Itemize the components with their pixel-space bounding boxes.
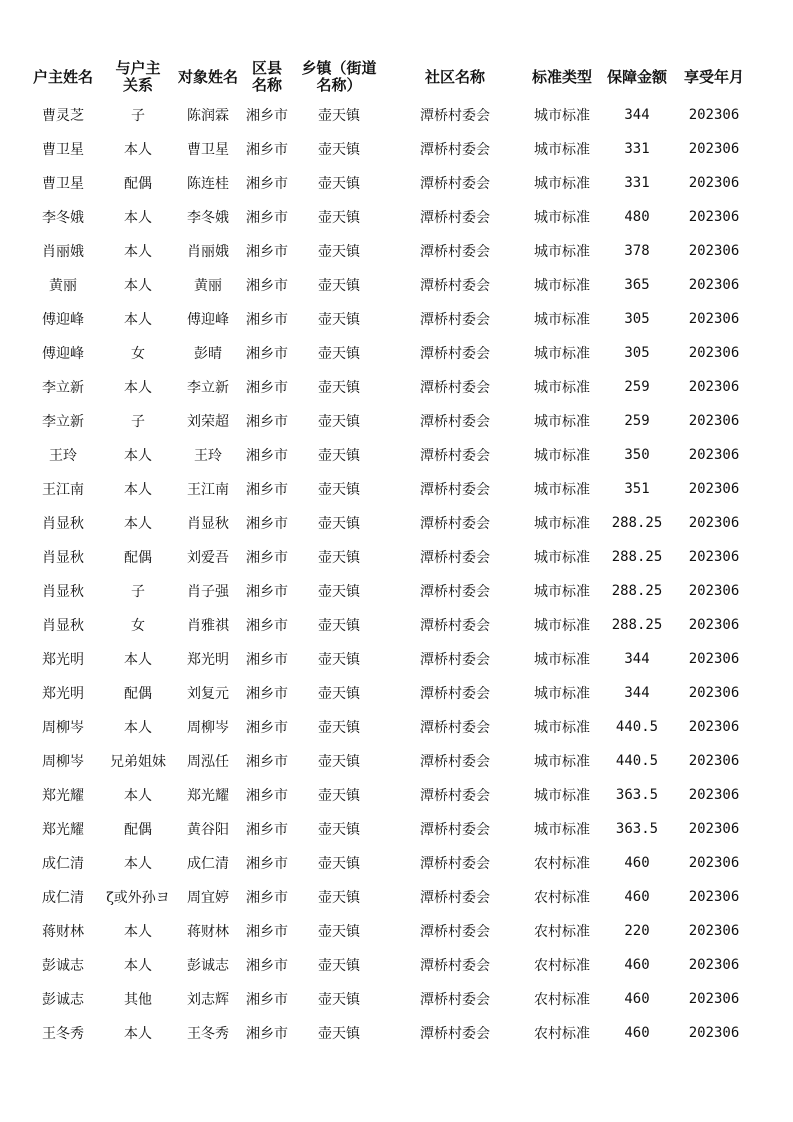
cell-householder-name: 肖显秋 [42,550,84,566]
cell-township: 壶天镇 [318,958,360,974]
cell-relation: 本人 [124,142,152,158]
cell-month: 202306 [688,617,740,633]
cell-standard-type: 城市标准 [534,176,590,192]
cell-householder-name: 蒋财林 [42,924,84,940]
cell-county: 湘乡市 [246,312,288,328]
cell-month: 202306 [688,311,740,327]
cell-county: 湘乡市 [246,448,288,464]
cell-householder-name: 郑光明 [42,652,84,668]
cell-county: 湘乡市 [246,686,288,702]
cell-month: 202306 [688,277,740,293]
cell-community: 潭桥村委会 [420,346,490,362]
cell-recipient-name: 黄丽 [194,278,222,294]
cell-amount: 331 [624,175,650,191]
cell-community: 潭桥村委会 [420,822,490,838]
cell-amount: 344 [624,107,650,123]
cell-relation: 本人 [124,482,152,498]
cell-month: 202306 [688,821,740,837]
cell-householder-name: 彭诚志 [42,992,84,1008]
cell-community: 潭桥村委会 [420,176,490,192]
cell-recipient-name: 肖子强 [187,584,229,600]
cell-township: 壶天镇 [318,312,360,328]
cell-householder-name: 黄丽 [49,278,77,294]
cell-township: 壶天镇 [318,346,360,362]
cell-standard-type: 城市标准 [534,720,590,736]
cell-community: 潭桥村委会 [420,380,490,396]
cell-householder-name: 郑光明 [42,686,84,702]
cell-householder-name: 肖丽娥 [42,244,84,260]
cell-township: 壶天镇 [318,448,360,464]
cell-amount: 460 [624,855,650,871]
cell-householder-name: 王冬秀 [42,1026,84,1042]
cell-recipient-name: 陈连桂 [187,176,229,192]
cell-month: 202306 [688,515,740,531]
table-row [24,778,754,812]
cell-standard-type: 城市标准 [534,584,590,600]
cell-county: 湘乡市 [246,890,288,906]
cell-amount: 220 [624,923,650,939]
cell-community: 潭桥村委会 [420,482,490,498]
cell-relation: 本人 [124,312,152,328]
table-row [24,540,754,574]
table-row [24,608,754,642]
cell-standard-type: 农村标准 [534,924,590,940]
cell-relation: 本人 [124,788,152,804]
table-row [24,982,754,1016]
cell-standard-type: 农村标准 [534,992,590,1008]
cell-community: 潭桥村委会 [420,720,490,736]
cell-amount: 305 [624,345,650,361]
cell-community: 潭桥村委会 [420,992,490,1008]
cell-community: 潭桥村委会 [420,414,490,430]
cell-community: 潭桥村委会 [420,890,490,906]
cell-county: 湘乡市 [246,516,288,532]
header-relation: 与户主 关系 [115,59,161,94]
cell-recipient-name: 王玲 [194,448,222,464]
cell-amount: 288.25 [611,549,663,565]
cell-county: 湘乡市 [246,380,288,396]
cell-township: 壶天镇 [318,618,360,634]
cell-amount: 378 [624,243,650,259]
cell-county: 湘乡市 [246,856,288,872]
cell-community: 潭桥村委会 [420,788,490,804]
cell-township: 壶天镇 [318,652,360,668]
cell-amount: 460 [624,957,650,973]
cell-county: 湘乡市 [246,924,288,940]
cell-recipient-name: 李冬娥 [187,210,229,226]
cell-township: 壶天镇 [318,720,360,736]
cell-amount: 259 [624,379,650,395]
cell-relation: 本人 [124,516,152,532]
cell-county: 湘乡市 [246,244,288,260]
cell-county: 湘乡市 [246,822,288,838]
cell-recipient-name: 郑光明 [187,652,229,668]
table-row [24,370,754,404]
cell-month: 202306 [688,651,740,667]
cell-township: 壶天镇 [318,822,360,838]
cell-county: 湘乡市 [246,550,288,566]
cell-county: 湘乡市 [246,108,288,124]
table-row [24,846,754,880]
cell-county: 湘乡市 [246,788,288,804]
cell-month: 202306 [688,447,740,463]
cell-standard-type: 城市标准 [534,618,590,634]
cell-relation: 本人 [124,924,152,940]
cell-recipient-name: 刘荣超 [187,414,229,430]
cell-month: 202306 [688,719,740,735]
cell-amount: 344 [624,685,650,701]
cell-standard-type: 城市标准 [534,754,590,770]
cell-relation: 本人 [124,958,152,974]
cell-month: 202306 [688,1025,740,1041]
cell-community: 潭桥村委会 [420,210,490,226]
cell-relation: 子 [131,108,145,124]
cell-community: 潭桥村委会 [420,618,490,634]
cell-standard-type: 城市标准 [534,312,590,328]
cell-township: 壶天镇 [318,414,360,430]
cell-relation: 子 [131,414,145,430]
cell-standard-type: 城市标准 [534,652,590,668]
cell-township: 壶天镇 [318,516,360,532]
cell-householder-name: 周柳岑 [42,754,84,770]
cell-standard-type: 城市标准 [534,550,590,566]
cell-month: 202306 [688,209,740,225]
cell-month: 202306 [688,855,740,871]
cell-recipient-name: 肖丽娥 [187,244,229,260]
cell-amount: 288.25 [611,515,663,531]
cell-county: 湘乡市 [246,652,288,668]
cell-township: 壶天镇 [318,550,360,566]
cell-county: 湘乡市 [246,414,288,430]
header-month: 享受年月 [683,67,744,86]
cell-recipient-name: 彭诚志 [187,958,229,974]
cell-standard-type: 城市标准 [534,244,590,260]
cell-relation: 本人 [124,244,152,260]
cell-householder-name: 成仁清 [42,890,84,906]
cell-county: 湘乡市 [246,754,288,770]
cell-recipient-name: 刘复元 [187,686,229,702]
cell-householder-name: 肖显秋 [42,618,84,634]
table-row [24,200,754,234]
cell-county: 湘乡市 [246,992,288,1008]
cell-community: 潭桥村委会 [420,550,490,566]
header-householder-name: 户主姓名 [32,67,93,86]
cell-amount: 288.25 [611,583,663,599]
cell-householder-name: 郑光耀 [42,822,84,838]
cell-recipient-name: 蒋财林 [187,924,229,940]
cell-householder-name: 肖显秋 [42,516,84,532]
cell-standard-type: 城市标准 [534,516,590,532]
cell-standard-type: 城市标准 [534,822,590,838]
cell-standard-type: 农村标准 [534,890,590,906]
cell-standard-type: 城市标准 [534,142,590,158]
cell-township: 壶天镇 [318,992,360,1008]
cell-householder-name: 曹卫星 [42,142,84,158]
cell-county: 湘乡市 [246,176,288,192]
cell-county: 湘乡市 [246,720,288,736]
table-row [24,642,754,676]
header-community: 社区名称 [424,67,485,86]
cell-standard-type: 城市标准 [534,278,590,294]
cell-householder-name: 郑光耀 [42,788,84,804]
cell-standard-type: 城市标准 [534,108,590,124]
cell-month: 202306 [688,107,740,123]
cell-standard-type: 城市标准 [534,414,590,430]
cell-relation: 配偶 [124,550,152,566]
cell-community: 潭桥村委会 [420,142,490,158]
cell-standard-type: 城市标准 [534,686,590,702]
cell-community: 潭桥村委会 [420,958,490,974]
cell-recipient-name: 王江南 [187,482,229,498]
cell-community: 潭桥村委会 [420,856,490,872]
cell-amount: 365 [624,277,650,293]
cell-householder-name: 李冬娥 [42,210,84,226]
cell-householder-name: 李立新 [42,414,84,430]
cell-relation: 配偶 [124,176,152,192]
cell-recipient-name: 陈润霖 [187,108,229,124]
table-row [24,404,754,438]
header-amount: 保障金额 [606,67,667,86]
cell-householder-name: 王江南 [42,482,84,498]
cell-county: 湘乡市 [246,618,288,634]
cell-relation: 子 [131,584,145,600]
cell-community: 潭桥村委会 [420,278,490,294]
cell-householder-name: 傅迎峰 [42,346,84,362]
cell-recipient-name: 肖雅祺 [187,618,229,634]
cell-standard-type: 城市标准 [534,210,590,226]
cell-householder-name: 王玲 [49,448,77,464]
cell-community: 潭桥村委会 [420,924,490,940]
table-row [24,438,754,472]
cell-county: 湘乡市 [246,482,288,498]
cell-relation: 本人 [124,720,152,736]
cell-relation: 兄弟姐妹 [110,754,166,770]
cell-community: 潭桥村委会 [420,754,490,770]
cell-community: 潭桥村委会 [420,244,490,260]
cell-township: 壶天镇 [318,142,360,158]
header-county: 区县 名称 [251,59,282,94]
cell-relation: 配偶 [124,822,152,838]
table-row [24,132,754,166]
table-header-row [24,56,754,98]
table-row [24,506,754,540]
cell-township: 壶天镇 [318,686,360,702]
cell-householder-name: 傅迎峰 [42,312,84,328]
cell-county: 湘乡市 [246,346,288,362]
cell-month: 202306 [688,549,740,565]
cell-standard-type: 农村标准 [534,958,590,974]
cell-month: 202306 [688,413,740,429]
table-row [24,574,754,608]
table-row [24,166,754,200]
cell-recipient-name: 王冬秀 [187,1026,229,1042]
cell-relation: 配偶 [124,686,152,702]
cell-month: 202306 [688,957,740,973]
cell-month: 202306 [688,583,740,599]
cell-relation: 本人 [124,210,152,226]
cell-amount: 305 [624,311,650,327]
cell-householder-name: 李立新 [42,380,84,396]
cell-county: 湘乡市 [246,1026,288,1042]
table-row [24,744,754,778]
cell-recipient-name: 成仁清 [187,856,229,872]
cell-community: 潭桥村委会 [420,516,490,532]
cell-amount: 460 [624,991,650,1007]
cell-community: 潭桥村委会 [420,312,490,328]
table-row [24,710,754,744]
table-row [24,948,754,982]
cell-relation: 女 [131,618,145,634]
table-row [24,812,754,846]
cell-county: 湘乡市 [246,278,288,294]
cell-county: 湘乡市 [246,584,288,600]
table-row [24,302,754,336]
cell-month: 202306 [688,753,740,769]
cell-community: 潭桥村委会 [420,584,490,600]
cell-relation: 本人 [124,856,152,872]
cell-month: 202306 [688,991,740,1007]
cell-recipient-name: 黄谷阳 [187,822,229,838]
cell-township: 壶天镇 [318,482,360,498]
cell-county: 湘乡市 [246,210,288,226]
cell-amount: 460 [624,889,650,905]
cell-month: 202306 [688,379,740,395]
cell-township: 壶天镇 [318,1026,360,1042]
cell-relation: 女 [131,346,145,362]
cell-township: 壶天镇 [318,278,360,294]
cell-township: 壶天镇 [318,890,360,906]
cell-standard-type: 城市标准 [534,788,590,804]
cell-standard-type: 城市标准 [534,346,590,362]
cell-month: 202306 [688,345,740,361]
cell-community: 潭桥村委会 [420,108,490,124]
cell-householder-name: 周柳岑 [42,720,84,736]
cell-recipient-name: 李立新 [187,380,229,396]
cell-township: 壶天镇 [318,176,360,192]
cell-township: 壶天镇 [318,788,360,804]
cell-standard-type: 城市标准 [534,448,590,464]
cell-amount: 460 [624,1025,650,1041]
cell-county: 湘乡市 [246,142,288,158]
cell-householder-name: 曹卫星 [42,176,84,192]
cell-amount: 363.5 [615,787,659,803]
cell-community: 潭桥村委会 [420,652,490,668]
cell-township: 壶天镇 [318,924,360,940]
cell-amount: 350 [624,447,650,463]
cell-recipient-name: 傅迎峰 [187,312,229,328]
cell-standard-type: 城市标准 [534,380,590,396]
table-row [24,676,754,710]
cell-township: 壶天镇 [318,380,360,396]
cell-month: 202306 [688,481,740,497]
cell-householder-name: 曹灵芝 [42,108,84,124]
table-row [24,234,754,268]
cell-recipient-name: 肖显秋 [187,516,229,532]
cell-amount: 288.25 [611,617,663,633]
cell-standard-type: 农村标准 [534,1026,590,1042]
cell-recipient-name: 周柳岑 [187,720,229,736]
table-row [24,472,754,506]
cell-relation: 本人 [124,448,152,464]
cell-amount: 331 [624,141,650,157]
table-row [24,1016,754,1050]
cell-relation: 本人 [124,380,152,396]
cell-month: 202306 [688,685,740,701]
cell-community: 潭桥村委会 [420,448,490,464]
cell-relation: 本人 [124,278,152,294]
cell-standard-type: 城市标准 [534,482,590,498]
cell-amount: 363.5 [615,821,659,837]
cell-amount: 440.5 [615,719,659,735]
cell-month: 202306 [688,889,740,905]
cell-householder-name: 肖显秋 [42,584,84,600]
cell-relation: 本人 [124,652,152,668]
cell-householder-name: 彭诚志 [42,958,84,974]
cell-township: 壶天镇 [318,244,360,260]
cell-amount: 344 [624,651,650,667]
table-row [24,98,754,132]
cell-amount: 259 [624,413,650,429]
cell-recipient-name: 周宜婷 [187,890,229,906]
cell-month: 202306 [688,923,740,939]
header-township: 乡镇（街道 名称） [301,59,377,94]
cell-amount: 480 [624,209,650,225]
cell-township: 壶天镇 [318,210,360,226]
cell-month: 202306 [688,787,740,803]
cell-relation: 本人 [124,1026,152,1042]
cell-recipient-name: 曹卫星 [187,142,229,158]
cell-community: 潭桥村委会 [420,1026,490,1042]
table-row [24,880,754,914]
cell-township: 壶天镇 [318,108,360,124]
cell-recipient-name: 郑光耀 [187,788,229,804]
cell-recipient-name: 刘爱吾 [187,550,229,566]
cell-amount: 440.5 [615,753,659,769]
cell-amount: 351 [624,481,650,497]
beneficiary-table [24,56,754,1050]
cell-recipient-name: 刘志辉 [187,992,229,1008]
cell-month: 202306 [688,141,740,157]
cell-township: 壶天镇 [318,584,360,600]
cell-recipient-name: 彭晴 [194,346,222,362]
cell-township: 壶天镇 [318,754,360,770]
cell-relation: ζ或外孙ヨ [106,890,170,906]
cell-community: 潭桥村委会 [420,686,490,702]
cell-householder-name: 成仁清 [42,856,84,872]
cell-county: 湘乡市 [246,958,288,974]
cell-recipient-name: 周泓任 [187,754,229,770]
table-row [24,914,754,948]
cell-township: 壶天镇 [318,856,360,872]
header-standard-type: 标准类型 [531,67,592,86]
header-recipient-name: 对象姓名 [177,67,238,86]
cell-month: 202306 [688,243,740,259]
cell-month: 202306 [688,175,740,191]
table-row [24,268,754,302]
cell-standard-type: 农村标准 [534,856,590,872]
table-row [24,336,754,370]
cell-relation: 其他 [124,992,152,1008]
